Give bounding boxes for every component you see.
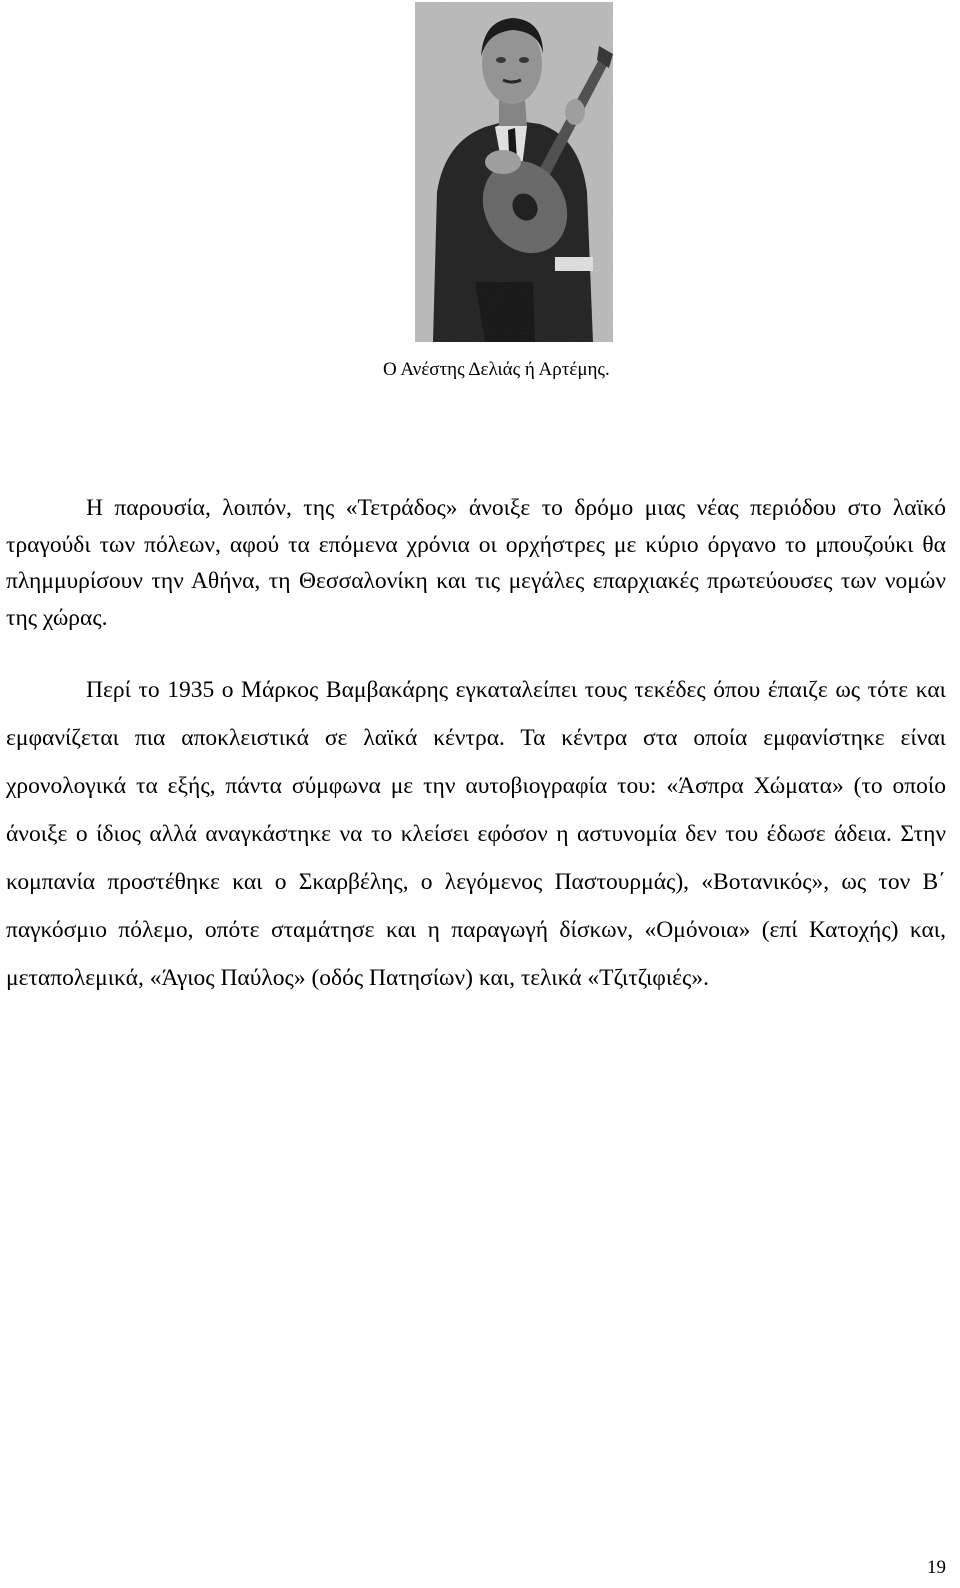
portrait-photo	[415, 2, 613, 342]
page-number: 19	[927, 1557, 946, 1578]
paragraph-2: Περί το 1935 ο Μάρκος Βαμβακάρης εγκαταλείπει τους τεκέδες όπου έπαιζε ως τότε και εμφανίζεται πια αποκλειστικά σε λαϊκά κέντρα. Τα κέντρα στα οποία εμφανίστηκε είναι χρονολογικά τα εξής, πάντα σύμφωνα με την αυτοβιογραφία του: «Άσπρα Χώματα» (το οποίο άνοιξε ο ίδιος αλλά αναγκάστηκε να το κλείσει εφόσον η αστυνομία δεν του έδωσε άδεια. Στην κομπανία προστέθηκε και ο Σκαρβέλης, ο λεγόμενος Παστουρμάς), «Βοτανικός», ως τον Β΄ παγκόσμιο πόλεμο, οπότε σταμάτησε και η παραγωγή δίσκων, «Ομόνοια» (επί Κατοχής) και, μεταπολεμικά, «Άγιος Παύλος» (οδός Πατησίων) και, τελικά «Τζιτζιφιές».	[6, 677, 946, 991]
figure-caption: Ο Ανέστης Δελιάς ή Αρτέμης.	[383, 359, 610, 380]
paragraph-1: Η παρουσία, λοιπόν, της «Τετράδος» άνοιξε το δρόμο μιας νέας περιόδου στο λαϊκό τραγούδι των πόλεων, αφού τα επόμενα χρόνια οι ορχήστρες με κύριο όργανο το μπουζούκι θα πλημμυρίσουν την Αθήνα, τη Θεσσαλονίκη και τις μεγάλες επαρχιακές πρωτεύουσες των νομών της χώρας.	[6, 495, 946, 631]
